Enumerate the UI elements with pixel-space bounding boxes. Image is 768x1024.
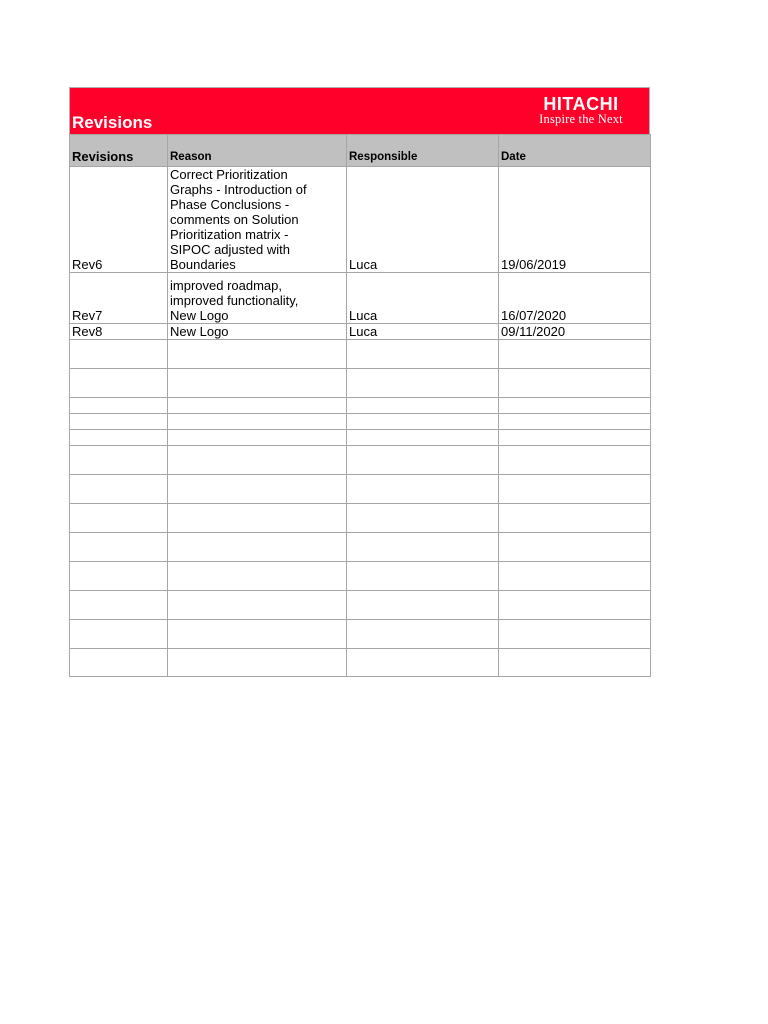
empty-row[interactable] — [70, 504, 651, 533]
empty-cell[interactable] — [70, 340, 168, 369]
empty-cell[interactable] — [499, 562, 651, 591]
empty-cell[interactable] — [347, 620, 499, 649]
empty-row[interactable] — [70, 369, 651, 398]
header-revisions: Revisions — [70, 135, 168, 167]
empty-cell[interactable] — [70, 649, 168, 677]
empty-cell[interactable] — [70, 398, 168, 414]
empty-cell[interactable] — [168, 446, 347, 475]
revisions-banner — [69, 87, 650, 134]
empty-cell[interactable] — [499, 591, 651, 620]
empty-cell[interactable] — [168, 369, 347, 398]
empty-cell[interactable] — [70, 414, 168, 430]
empty-row[interactable] — [70, 398, 651, 414]
revisions-sheet — [69, 87, 650, 677]
empty-cell[interactable] — [70, 620, 168, 649]
responsible-cell[interactable]: Luca — [347, 324, 499, 340]
empty-cell[interactable] — [499, 504, 651, 533]
responsible-cell[interactable]: Luca — [347, 273, 499, 324]
empty-row[interactable] — [70, 475, 651, 504]
empty-cell[interactable] — [70, 430, 168, 446]
empty-row[interactable] — [70, 446, 651, 475]
empty-row[interactable] — [70, 620, 651, 649]
empty-cell[interactable] — [347, 430, 499, 446]
empty-row[interactable] — [70, 340, 651, 369]
empty-cell[interactable] — [347, 649, 499, 677]
empty-cell[interactable] — [168, 620, 347, 649]
empty-cell[interactable] — [168, 649, 347, 677]
revisions-table — [69, 134, 651, 677]
reason-cell[interactable]: improved roadmap, improved functionality, New Logo — [168, 273, 347, 324]
empty-cell[interactable] — [168, 591, 347, 620]
empty-cell[interactable] — [347, 562, 499, 591]
empty-cell[interactable] — [347, 475, 499, 504]
date-cell[interactable]: 16/07/2020 — [499, 273, 651, 324]
empty-cell[interactable] — [168, 504, 347, 533]
empty-row[interactable] — [70, 649, 651, 677]
table-row[interactable] — [70, 167, 651, 273]
logo-wordmark: HITACHI — [543, 94, 619, 114]
revision-cell[interactable]: Rev8 — [70, 324, 168, 340]
empty-cell[interactable] — [70, 369, 168, 398]
date-cell[interactable]: 09/11/2020 — [499, 324, 651, 340]
empty-cell[interactable] — [70, 591, 168, 620]
hitachi-logo — [526, 95, 636, 126]
table-header-row — [70, 135, 651, 167]
empty-cell[interactable] — [347, 504, 499, 533]
empty-cell[interactable] — [168, 475, 347, 504]
empty-cell[interactable] — [70, 504, 168, 533]
date-cell[interactable]: 19/06/2019 — [499, 167, 651, 273]
empty-cell[interactable] — [168, 430, 347, 446]
empty-cell[interactable] — [70, 533, 168, 562]
revision-cell[interactable]: Rev7 — [70, 273, 168, 324]
empty-cell[interactable] — [499, 430, 651, 446]
empty-cell[interactable] — [168, 340, 347, 369]
revision-cell[interactable]: Rev6 — [70, 167, 168, 273]
empty-cell[interactable] — [347, 446, 499, 475]
empty-cell[interactable] — [499, 446, 651, 475]
empty-cell[interactable] — [347, 369, 499, 398]
header-date: Date — [499, 135, 651, 167]
empty-row[interactable] — [70, 430, 651, 446]
empty-cell[interactable] — [347, 340, 499, 369]
empty-cell[interactable] — [347, 533, 499, 562]
empty-cell[interactable] — [499, 398, 651, 414]
empty-cell[interactable] — [499, 369, 651, 398]
empty-cell[interactable] — [168, 414, 347, 430]
empty-cell[interactable] — [168, 562, 347, 591]
header-reason: Reason — [168, 135, 347, 167]
empty-cell[interactable] — [168, 533, 347, 562]
empty-row[interactable] — [70, 591, 651, 620]
empty-row[interactable] — [70, 562, 651, 591]
empty-cell[interactable] — [499, 620, 651, 649]
empty-cell[interactable] — [499, 475, 651, 504]
empty-cell[interactable] — [499, 649, 651, 677]
banner-title: Revisions — [72, 113, 153, 132]
header-responsible: Responsible — [347, 135, 499, 167]
reason-cell[interactable]: Correct Prioritization Graphs - Introduction of Phase Conclusions - comments on Solution Prioritization matrix - SIPOC adjusted with Boundaries — [168, 167, 347, 273]
table-row[interactable] — [70, 324, 651, 340]
table-row[interactable] — [70, 273, 651, 324]
empty-row[interactable] — [70, 533, 651, 562]
empty-cell[interactable] — [70, 475, 168, 504]
empty-cell[interactable] — [168, 398, 347, 414]
responsible-cell[interactable]: Luca — [347, 167, 499, 273]
empty-row[interactable] — [70, 414, 651, 430]
logo-tagline: Inspire the Next — [539, 112, 623, 126]
reason-cell[interactable]: New Logo — [168, 324, 347, 340]
empty-cell[interactable] — [347, 398, 499, 414]
empty-cell[interactable] — [70, 562, 168, 591]
empty-cell[interactable] — [499, 533, 651, 562]
empty-cell[interactable] — [347, 414, 499, 430]
empty-cell[interactable] — [499, 414, 651, 430]
empty-cell[interactable] — [499, 340, 651, 369]
empty-cell[interactable] — [347, 591, 499, 620]
empty-cell[interactable] — [70, 446, 168, 475]
